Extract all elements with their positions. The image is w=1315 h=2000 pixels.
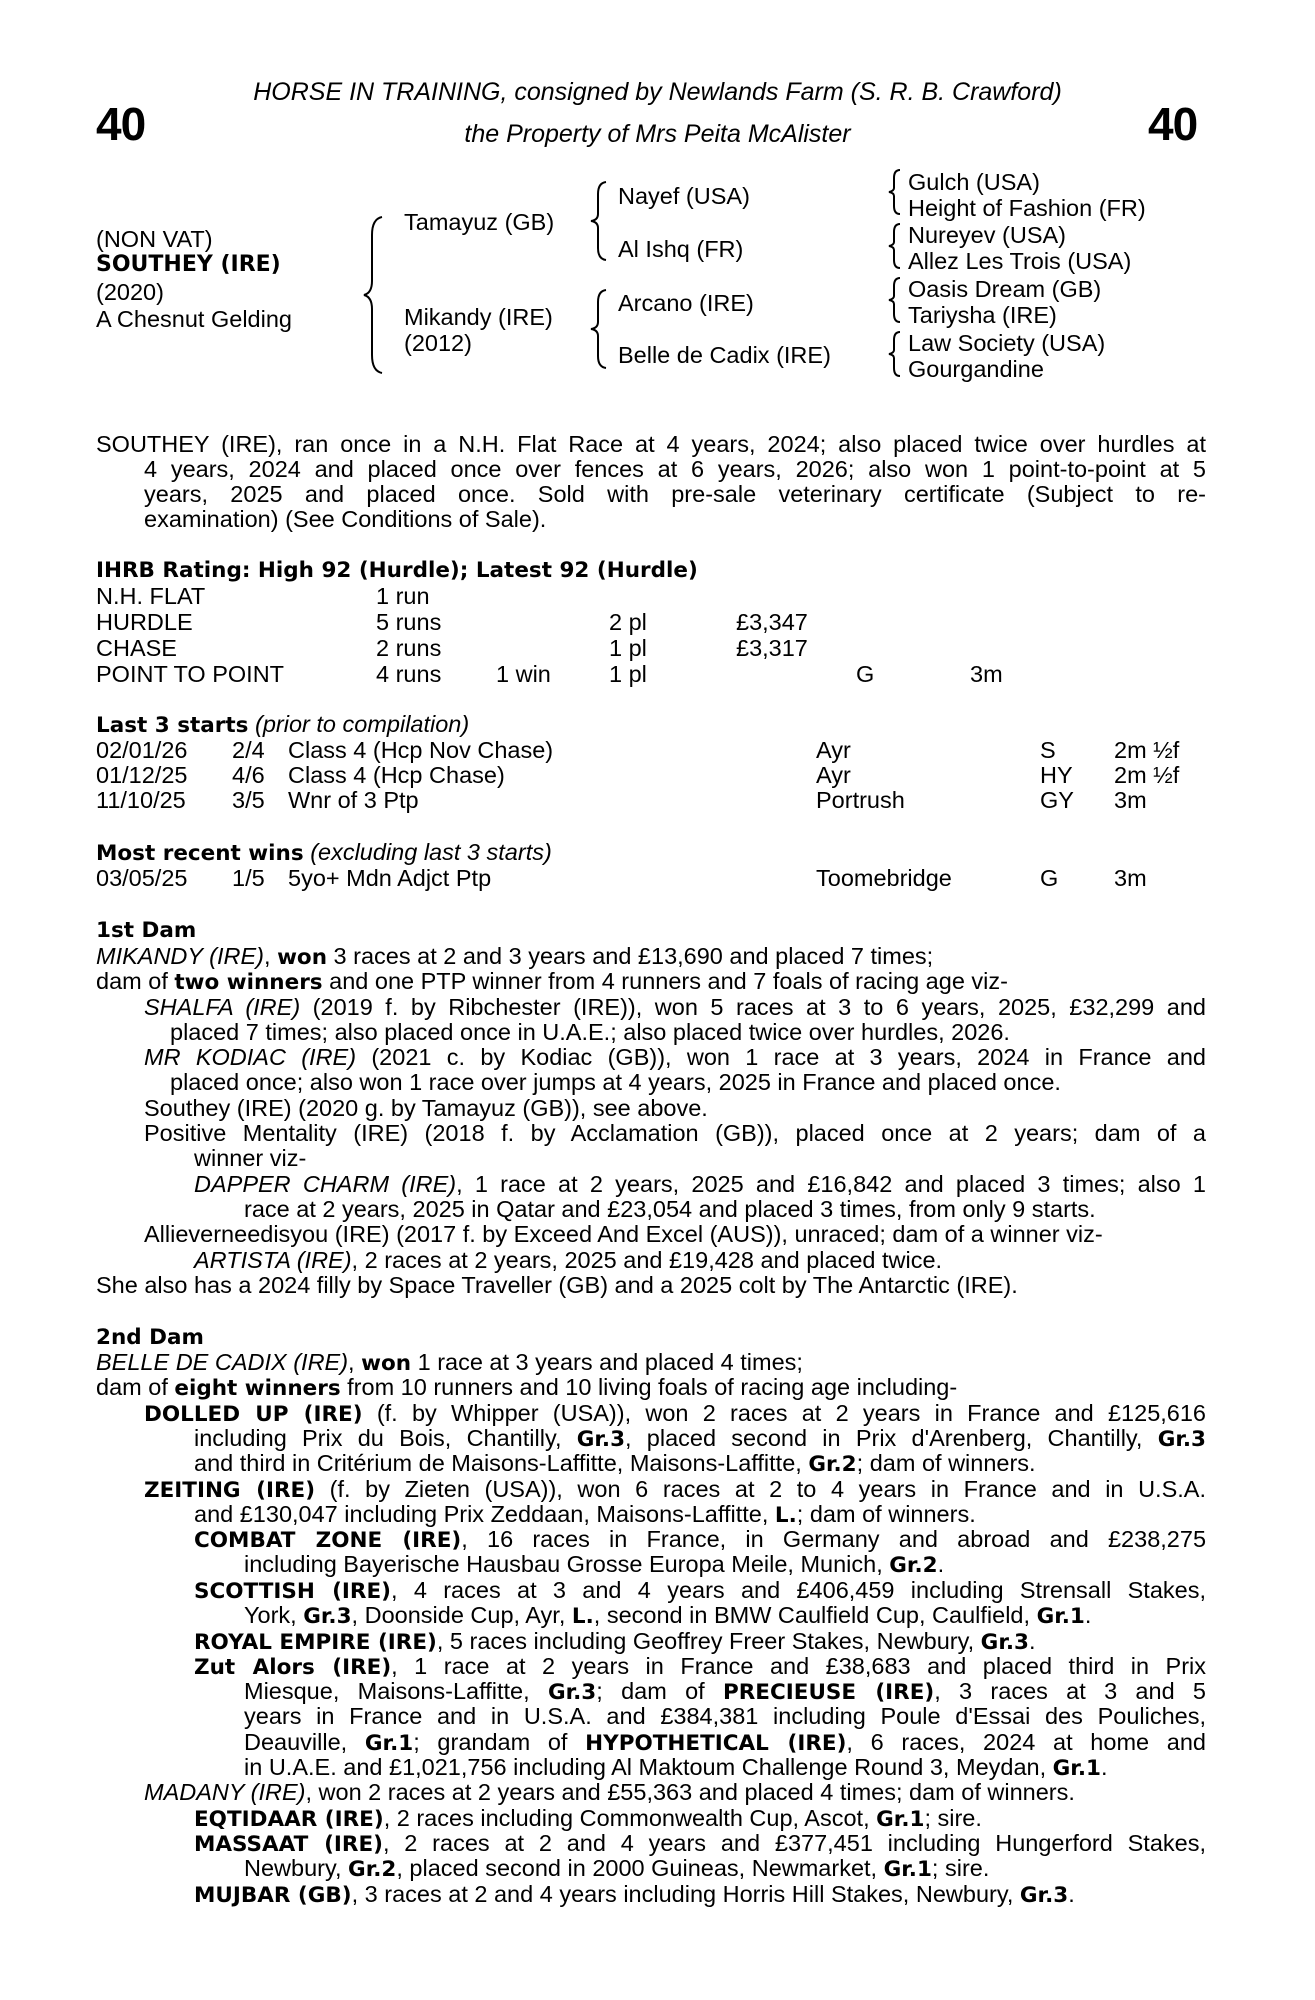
rating-type: HURDLE bbox=[96, 609, 193, 635]
grade-label: Gr.1 bbox=[364, 1731, 414, 1756]
win-distance: 3m bbox=[1114, 865, 1147, 891]
dam-name: BELLE DE CADIX (IRE) bbox=[96, 1349, 349, 1375]
text: from 10 runners and 10 living foals of racing age including- bbox=[340, 1374, 958, 1400]
grade-label: Gr.2 bbox=[348, 1857, 397, 1882]
rating-runs: 4 runs bbox=[376, 661, 442, 687]
pedigree-dam-year: (2012) bbox=[404, 330, 472, 356]
text: , 5 races including Geoffrey Freer Stakes, Newbury, bbox=[436, 1628, 981, 1654]
text: and third in Critérium de Maisons-Laffitte, Maisons-Laffitte, bbox=[194, 1450, 809, 1476]
produce-name: DOLLED UP (IRE) bbox=[144, 1402, 363, 1427]
pedigree-brace-icon bbox=[360, 215, 400, 375]
start-date: 02/01/26 bbox=[96, 737, 188, 763]
pedigree-g3: Gourgandine bbox=[908, 356, 1044, 382]
g3-brace-icon bbox=[886, 168, 908, 216]
rating-placed: 1 pl bbox=[609, 661, 647, 687]
pedigree-g3: Height of Fashion (FR) bbox=[908, 195, 1146, 221]
rating-prize: £3,347 bbox=[736, 609, 808, 635]
text: . bbox=[1068, 1881, 1075, 1907]
start-course: Ayr bbox=[816, 737, 851, 763]
rating-placed: 2 pl bbox=[609, 609, 647, 635]
produce-entry-cont: placed once; also won 1 race over jumps at 4 years, 2025 in France and placed once. bbox=[170, 1069, 1061, 1095]
text: in U.A.E. and £1,021,756 including Al Maktoum Challenge Round 3, Meydan, bbox=[244, 1754, 1053, 1780]
second-dam-produce-summary bbox=[96, 1375, 957, 1402]
rating-distance: 3m bbox=[970, 661, 1003, 687]
grade-label: L. bbox=[774, 1503, 797, 1528]
produce-entry-cont: placed 7 times; also placed once in U.A.E.; also placed twice over hurdles, 2026. bbox=[170, 1019, 1010, 1045]
text: Miesque, Maisons-Laffitte, bbox=[244, 1678, 548, 1704]
first-dam-produce-summary bbox=[96, 969, 1008, 996]
sire-line-brace-icon bbox=[588, 180, 618, 262]
summary-line: 4 years, 2024 and placed once over fences at 6 years, 2026; also won 1 point-to-point at 5 bbox=[144, 456, 1206, 482]
produce-entry-cont bbox=[194, 1451, 1036, 1478]
produce-name: ARTISTA (IRE) bbox=[194, 1247, 352, 1273]
start-position: 2/4 bbox=[232, 737, 265, 763]
pedigree-g3: Gulch (USA) bbox=[908, 169, 1040, 195]
grandproduce-entry-cont bbox=[244, 1603, 1091, 1630]
text: , 2 races at 2 years, 2025 and £19,428 and placed twice. bbox=[351, 1247, 943, 1273]
second-dam-heading: 2nd Dam bbox=[96, 1325, 204, 1350]
start-date: 01/12/25 bbox=[96, 762, 188, 788]
text: ; dam of bbox=[596, 1678, 723, 1704]
first-dam-also: She also has a 2024 filly by Space Traveller (GB) and a 2025 colt by The Antarctic (IRE). bbox=[96, 1272, 1018, 1298]
grade-label: Gr.3 bbox=[576, 1427, 626, 1452]
start-course: Portrush bbox=[816, 787, 905, 813]
text: ; sire. bbox=[931, 1855, 990, 1881]
catalogue-heading: HORSE IN TRAINING, consigned by Newlands Farm (S. R. B. Crawford) bbox=[253, 78, 1062, 106]
grandproduce-entry-cont bbox=[244, 1679, 1206, 1706]
produce-entry: Southey (IRE) (2020 g. by Tamayuz (GB)), see above. bbox=[144, 1095, 708, 1121]
pedigree-sire: Tamayuz (GB) bbox=[404, 209, 555, 235]
recent-wins-note: (excluding last 3 starts) bbox=[310, 839, 552, 865]
pedigree-dam: Mikandy (IRE) bbox=[404, 304, 553, 330]
grandproduce-entry-cont bbox=[244, 1856, 989, 1883]
start-date: 11/10/25 bbox=[96, 787, 186, 813]
rating-prize: £3,317 bbox=[736, 635, 808, 661]
start-distance: 2m ½f bbox=[1114, 762, 1180, 788]
text: . bbox=[1084, 1602, 1092, 1628]
dam-name: MIKANDY (IRE) bbox=[96, 943, 264, 969]
text: , 6 races, 2024 at home and bbox=[846, 1729, 1206, 1755]
text: York, bbox=[244, 1602, 304, 1628]
produce-entry: Allieverneedisyou (IRE) (2017 f. by Exceed And Excel (AUS)), unraced; dam of a winner viz- bbox=[144, 1221, 1103, 1247]
start-distance: 2m ½f bbox=[1114, 737, 1180, 763]
grandproduce-entry-cont bbox=[244, 1755, 1108, 1782]
grade-label: Gr.3 bbox=[980, 1630, 1029, 1655]
text: including Prix du Bois, Chantilly, bbox=[194, 1425, 577, 1451]
text: and £130,047 including Prix Zeddaan, Maisons-Laffitte, bbox=[194, 1501, 775, 1527]
pedigree-sire-dam: Al Ishq (FR) bbox=[618, 236, 744, 262]
property-of-line: the Property of Mrs Peita McAlister bbox=[464, 120, 851, 148]
produce-entry bbox=[144, 995, 1206, 1021]
dam-line-brace-icon bbox=[588, 288, 618, 370]
winners-emphasis: eight winners bbox=[174, 1376, 341, 1401]
produce-name: PRECIEUSE (IRE) bbox=[722, 1680, 935, 1705]
won-emphasis: won bbox=[361, 1351, 412, 1376]
rating-placed: 1 pl bbox=[609, 635, 647, 661]
g3-brace-icon bbox=[886, 330, 908, 378]
start-race: Class 4 (Hcp Nov Chase) bbox=[288, 737, 554, 763]
start-race: Wnr of 3 Ptp bbox=[288, 787, 419, 813]
win-course: Toomebridge bbox=[816, 865, 952, 891]
produce-entry: Positive Mentality (IRE) (2018 f. by Acclamation (GB)), placed once at 2 years; dam of a bbox=[144, 1120, 1206, 1146]
grandproduce-entry bbox=[194, 1172, 1206, 1198]
winners-emphasis: two winners bbox=[174, 970, 323, 995]
start-course: Ayr bbox=[816, 762, 851, 788]
second-dam-record: BELLE DE CADIX (IRE), won 1 race at 3 years and placed 4 times; bbox=[96, 1349, 803, 1376]
text: and one PTP winner from 4 runners and 7 foals of racing age viz- bbox=[322, 968, 1008, 994]
produce-name: ZEITING (IRE) bbox=[144, 1478, 316, 1503]
text: , placed second in Prix d'Arenberg, Chantilly, bbox=[625, 1425, 1158, 1451]
first-dam-record: MIKANDY (IRE), won 3 races at 2 and 3 years and £13,690 and placed 7 times; bbox=[96, 943, 934, 970]
text: , Doonside Cup, Ayr, bbox=[351, 1602, 572, 1628]
produce-name: COMBAT ZONE (IRE) bbox=[194, 1528, 462, 1553]
rating-going: G bbox=[856, 661, 875, 687]
produce-name: SHALFA (IRE) bbox=[144, 994, 301, 1020]
last-starts-title: Last 3 starts bbox=[96, 713, 249, 738]
text: including Bayerische Hausbau Grosse Europa Meile, Munich, bbox=[244, 1551, 890, 1577]
text: , 3 races at 3 and 5 bbox=[934, 1678, 1207, 1704]
grandproduce-entry bbox=[194, 1578, 1206, 1605]
text: , 4 races at 3 and 4 years and £406,459 including Strensall Stakes, bbox=[391, 1577, 1206, 1603]
text: , 3 races at 2 and 4 years including Horris Hill Stakes, Newbury, bbox=[351, 1881, 1020, 1907]
grade-label: Gr.1 bbox=[1052, 1756, 1101, 1781]
text: (2021 c. by Kodiac (GB)), won 1 race at 3 years, 2024 in France and bbox=[356, 1044, 1206, 1070]
win-race: 5yo+ Mdn Adjct Ptp bbox=[288, 865, 492, 891]
rating-runs: 5 runs bbox=[376, 609, 442, 635]
produce-name: MUJBAR (GB) bbox=[194, 1883, 352, 1908]
text: (f. by Zieten (USA)), won 6 races at 2 to 4 years in France and in U.S.A. bbox=[315, 1476, 1206, 1502]
text: ; dam of winners. bbox=[856, 1450, 1036, 1476]
dam-record-text: 3 races at 2 and 3 years and £13,690 and placed 7 times; bbox=[327, 943, 934, 969]
start-position: 4/6 bbox=[232, 762, 265, 788]
produce-entry bbox=[144, 1780, 1075, 1806]
grade-label: Gr.3 bbox=[303, 1604, 352, 1629]
produce-entry-cont: winner viz- bbox=[194, 1145, 307, 1171]
text: ; dam of winners. bbox=[796, 1501, 976, 1527]
grade-label: Gr.1 bbox=[876, 1807, 925, 1832]
start-distance: 3m bbox=[1114, 787, 1147, 813]
text: , 1 race at 2 years in France and £38,683 and placed third in Prix bbox=[391, 1653, 1207, 1679]
produce-entry bbox=[144, 1045, 1206, 1071]
start-position: 3/5 bbox=[232, 787, 265, 813]
rating-runs: 2 runs bbox=[376, 635, 442, 661]
start-going: GY bbox=[1040, 787, 1074, 813]
text: dam of bbox=[96, 968, 175, 994]
rating-heading: IHRB Rating: High 92 (Hurdle); Latest 92 (Hurdle) bbox=[96, 558, 698, 583]
text: , second in BMW Caulfield Cup, Caulfield, bbox=[593, 1602, 1037, 1628]
pedigree-g3: Oasis Dream (GB) bbox=[908, 276, 1102, 302]
rating-type: POINT TO POINT bbox=[96, 661, 285, 687]
text: , 1 race at 2 years, 2025 and £16,842 and placed 3 times; also 1 bbox=[456, 1171, 1206, 1197]
text: ; sire. bbox=[924, 1805, 982, 1831]
grandproduce-entry-cont bbox=[244, 1552, 944, 1579]
rating-runs: 1 run bbox=[376, 583, 430, 609]
text: , won 2 races at 2 years and £55,363 and placed 4 times; dam of winners. bbox=[305, 1779, 1075, 1805]
grade-label: Gr.2 bbox=[808, 1452, 857, 1477]
g3-brace-icon bbox=[886, 276, 908, 324]
grandproduce-entry bbox=[194, 1882, 1075, 1909]
recent-wins-heading bbox=[96, 840, 552, 867]
grandproduce-entry bbox=[194, 1654, 1206, 1681]
last-starts-heading bbox=[96, 712, 469, 739]
foaling-year: (2020) bbox=[96, 279, 164, 305]
text: (2019 f. by Ribchester (IRE)), won 5 races at 3 to 6 years, 2025, £32,299 and bbox=[300, 994, 1206, 1020]
text: dam of bbox=[96, 1374, 175, 1400]
first-dam-heading: 1st Dam bbox=[96, 918, 197, 943]
produce-name: Zut Alors (IRE) bbox=[194, 1655, 392, 1680]
grade-label: Gr.2 bbox=[889, 1553, 938, 1578]
pedigree-dam-sire: Arcano (IRE) bbox=[618, 290, 754, 316]
win-position: 1/5 bbox=[232, 865, 265, 891]
pedigree-g3: Allez Les Trois (USA) bbox=[908, 248, 1132, 274]
text: , placed second in 2000 Guineas, Newmarket, bbox=[396, 1855, 884, 1881]
produce-entry bbox=[144, 1477, 1206, 1504]
grade-label: Gr.3 bbox=[547, 1680, 597, 1705]
produce-name: MR KODIAC (IRE) bbox=[144, 1044, 357, 1070]
horse-description: A Chesnut Gelding bbox=[96, 306, 292, 332]
grandproduce-entry-cont bbox=[244, 1730, 1206, 1757]
grandproduce-entry-cont: race at 2 years, 2025 in Qatar and £23,054 and placed 3 times, from only 9 starts. bbox=[244, 1196, 1096, 1222]
text: , 16 races in France, in Germany and abroad and £238,275 bbox=[461, 1526, 1207, 1552]
grandproduce-entry bbox=[194, 1248, 942, 1274]
pedigree-g3: Law Society (USA) bbox=[908, 330, 1106, 356]
text: Newbury, bbox=[244, 1855, 349, 1881]
summary-line: years, 2025 and placed once. Sold with pre-sale veterinary certificate (Subject to re- bbox=[144, 481, 1206, 507]
summary-line: SOUTHEY (IRE), ran once in a N.H. Flat Race at 4 years, 2024; also placed twice over hurdles at bbox=[96, 431, 1206, 457]
grandproduce-entry-cont: years in France and in U.S.A. and £384,381 including Poule d'Essai des Pouliches, bbox=[244, 1703, 1206, 1729]
produce-name: HYPOTHETICAL (IRE) bbox=[585, 1731, 847, 1756]
pedigree-g3: Tariysha (IRE) bbox=[908, 302, 1057, 328]
produce-entry-cont bbox=[194, 1426, 1206, 1453]
pedigree-sire-sire: Nayef (USA) bbox=[618, 183, 750, 209]
text: . bbox=[1100, 1754, 1108, 1780]
produce-name: EQTIDAAR (IRE) bbox=[194, 1807, 384, 1832]
produce-entry bbox=[144, 1401, 1206, 1428]
win-date: 03/05/25 bbox=[96, 865, 188, 891]
text: . bbox=[1028, 1628, 1036, 1654]
text: Deauville, bbox=[244, 1729, 365, 1755]
recent-wins-title: Most recent wins bbox=[96, 841, 304, 866]
produce-name: SCOTTISH (IRE) bbox=[194, 1579, 392, 1604]
won-emphasis: won bbox=[277, 945, 328, 970]
text: . bbox=[937, 1551, 945, 1577]
grade-label: Gr.3 bbox=[1157, 1427, 1206, 1452]
rating-type: N.H. FLAT bbox=[96, 583, 206, 609]
g3-brace-icon bbox=[886, 222, 908, 270]
produce-name: DAPPER CHARM (IRE) bbox=[194, 1171, 457, 1197]
start-race: Class 4 (Hcp Chase) bbox=[288, 762, 505, 788]
produce-name: MADANY (IRE) bbox=[144, 1779, 306, 1805]
text: 1 race at 3 years and placed 4 times; bbox=[411, 1349, 803, 1375]
grade-label: Gr.3 bbox=[1019, 1883, 1069, 1908]
grade-label: L. bbox=[571, 1604, 594, 1629]
last-starts-note: (prior to compilation) bbox=[255, 711, 470, 737]
grandproduce-entry bbox=[194, 1629, 1036, 1656]
grandproduce-entry bbox=[194, 1527, 1206, 1554]
lot-number-left: 40 bbox=[96, 98, 146, 150]
rating-type: CHASE bbox=[96, 635, 177, 661]
pedigree-g3: Nureyev (USA) bbox=[908, 222, 1067, 248]
start-going: HY bbox=[1040, 762, 1073, 788]
win-going: G bbox=[1040, 865, 1059, 891]
vat-status: (NON VAT) bbox=[96, 226, 213, 252]
produce-name: MASSAAT (IRE) bbox=[194, 1832, 383, 1857]
pedigree-dam-dam: Belle de Cadix (IRE) bbox=[618, 342, 831, 368]
text: , 2 races at 2 and 4 years and £377,451 including Hungerford Stakes, bbox=[382, 1830, 1206, 1856]
text: , 2 races including Commonwealth Cup, Ascot, bbox=[383, 1805, 877, 1831]
horse-name: SOUTHEY (IRE) bbox=[96, 252, 281, 277]
lot-number-right: 40 bbox=[1148, 98, 1198, 150]
text: ; grandam of bbox=[413, 1729, 586, 1755]
summary-line: examination) (See Conditions of Sale). bbox=[144, 506, 547, 532]
grade-label: Gr.1 bbox=[883, 1857, 932, 1882]
start-going: S bbox=[1040, 737, 1056, 763]
produce-entry-cont bbox=[194, 1502, 976, 1529]
rating-wins: 1 win bbox=[496, 661, 551, 687]
grade-label: Gr.1 bbox=[1036, 1604, 1085, 1629]
produce-name: ROYAL EMPIRE (IRE) bbox=[194, 1630, 437, 1655]
grandproduce-entry bbox=[194, 1806, 982, 1833]
grandproduce-entry bbox=[194, 1831, 1206, 1858]
text: (f. by Whipper (USA)), won 2 races at 2 years in France and £125,616 bbox=[362, 1400, 1207, 1426]
